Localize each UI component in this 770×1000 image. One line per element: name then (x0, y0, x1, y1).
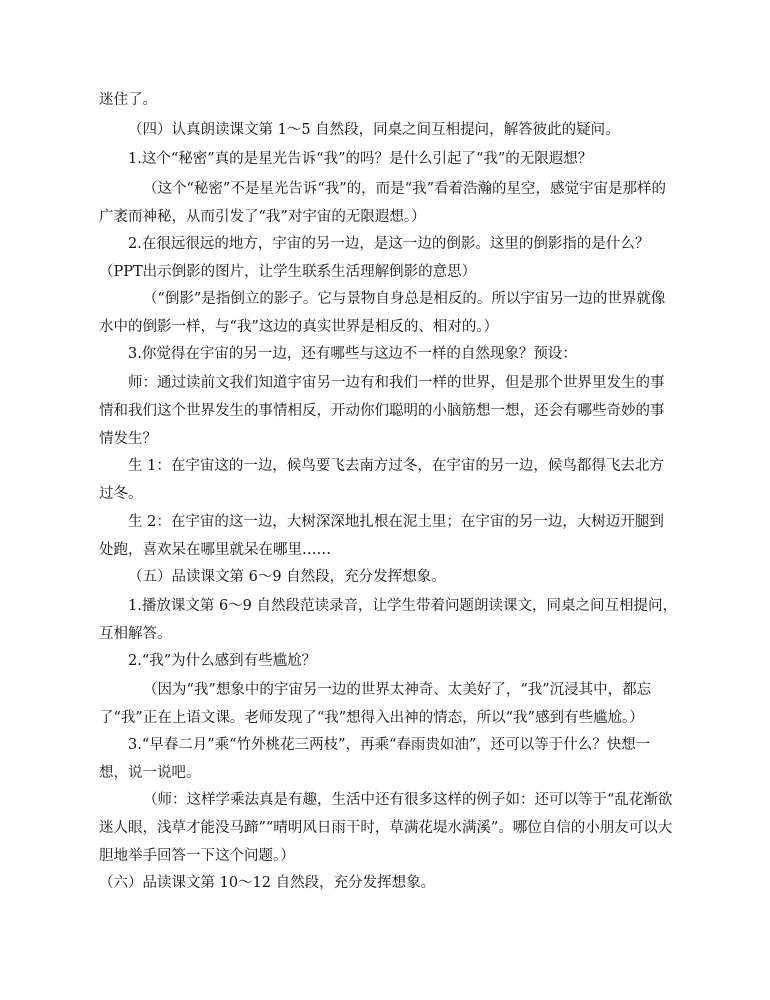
answer-1: （这个“秘密”不是星光告诉“我”的，而是“我”看着浩瀚的星空，感觉宇宙是那样的广袤而神秘，从而引发了“我”对宇宙的无限遐想。） (99, 181, 666, 225)
teacher-prompt: 师：通过读前文我们知道宇宙另一边有和我们一样的世界，但是那个世界里发生的事情和我们这个世界发生的事情相反，开动你们聪明的小脑筋想一想，还会有哪些奇妙的事情发生？ (99, 375, 665, 447)
question-3: 3.你觉得在宇宙的另一边，还有哪些与这边不一样的自然现象？预设： (128, 346, 577, 362)
question-1: 1.这个“秘密”真的是星光告诉“我”的吗？是什么引起了“我”的无限遐想？ (128, 151, 593, 167)
section-heading-4: （四）认真朗读课文第 1～5 自然段，同桌之间互相提问，解答彼此的疑问。 (128, 122, 620, 138)
teacher-note: （师：这样学乘法真是有趣，生活中还有很多这样的例子如：还可以等于“乱花渐欲迷人眼，浅草才能没马蹄”“晴明风日雨干时，草满花堤水满溪”。哪位自信的小朋友可以大胆地举手回答一下这个问题。） (99, 792, 673, 864)
section-heading-5: （五）品读课文第 6～9 自然段，充分发挥想象。 (128, 569, 446, 585)
answer-2: （“倒影”是指倒立的影子。它与景物自身总是相反的。所以宇宙另一边的世界就像水中的倒影一样，与“我”这边的真实世界是相反的、相对的。） (99, 291, 666, 335)
question-2: 2.在很远很远的地方，宇宙的另一边，是这一边的倒影。这里的倒影指的是什么？（PPT出示倒影的图片，让学生联系生活理解倒影的意思） (99, 236, 650, 280)
student-answer-1: 生 1：在宇宙这的一边，候鸟要飞去南方过冬，在宇宙的另一边，候鸟都得飞去北方过冬。 (99, 458, 664, 502)
step-1: 1.播放课文第 6～9 自然段范读录音，让学生带着问题朗读课文，同桌之间互相提问，互相解答。 (99, 598, 678, 642)
question-why-embarrassed: 2.“我”为什么感到有些尴尬？ (128, 653, 317, 669)
answer-why-embarrassed: （因为“我”想象中的宇宙另一边的世界太神奇、太美好了，“我”沉浸其中，都忘了“我”正在上语文课。老师发现了“我”想得入出神的情态，所以“我”感到有些尴尬。） (99, 682, 652, 726)
student-answer-2: 生 2：在宇宙的这一边，大树深深地扎根在泥土里；在宇宙的另一边，大树迈开腿到处跑，喜欢呆在哪里就呆在哪里…… (99, 514, 664, 558)
paragraph: 迷住了。 (99, 92, 157, 108)
section-heading-6: （六）品读课文第 10～12 自然段，充分发挥想象。 (99, 875, 436, 891)
question-multiplication: 3.“早春二月”乘“竹外桃花三两枝”，再乘“春雨贵如油”，还可以等于什么？快想一想，说一说吧。 (99, 737, 651, 781)
